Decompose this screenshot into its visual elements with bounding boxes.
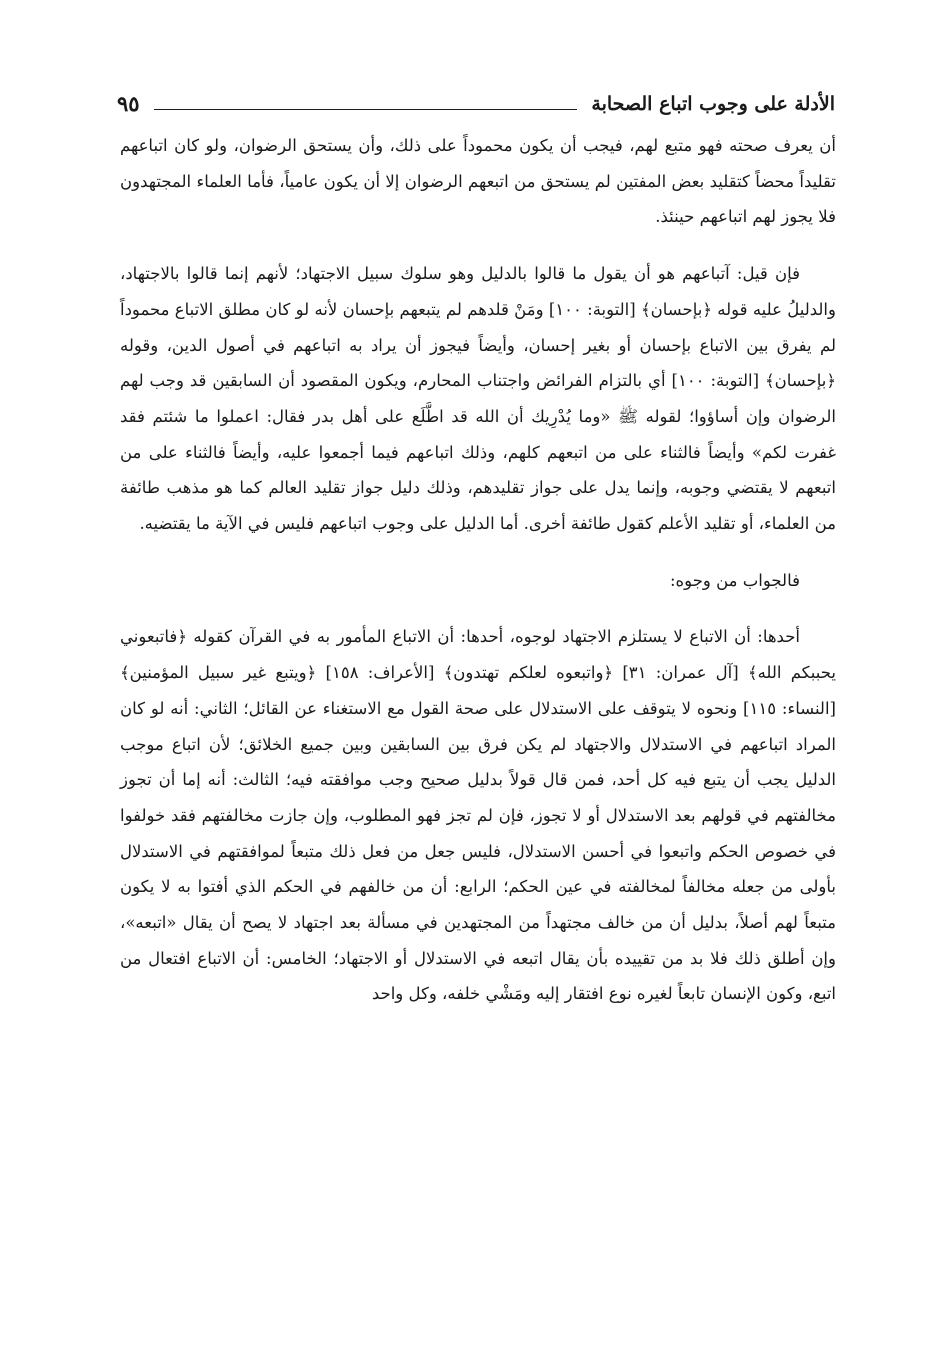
paragraph: فإن قيل: آتباعهم هو أن يقول ما قالوا بالدليل وهو سلوك سبيل الاجتهاد؛ لأنهم إنما قالوا بالاجتهاد، والدليلُ عليه قوله ﴿بإحسان﴾ [التوبة: ١٠٠] ومَنْ قلدهم لم يتبعهم بإحسان لأنه لو كان مطلق الاتباع محموداً لم يفرق بين الاتباع بإحسان أو بغير إحسان، وأيضاً فيجوز أن يراد به اتباعهم في أصول الدين، وقوله ﴿بإحسان﴾ [التوبة: ١٠٠] أي بالتزام الفرائض واجتناب المحارم، ويكون المقصود أن السابقين قد وجب لهم الرضوان وإن أساؤوا؛ لقوله ﷺ «وما يُدْرِيك أن الله قد اطَّلَع على أهل بدر فقال: اعملوا ما شئتم فقد غفرت لكم» وأيضاً فالثناء على من اتبعهم كلهم، وذلك اتباعهم فيما أجمعوا عليه، وأيضاً فالثناء على من اتبعهم لا يقتضي وجوبه، وإنما يدل على جواز تقليدهم، وذلك دليل جواز تقليد العالم كما هو مذهب طائفة من العلماء، أو تقليد الأعلم كقول طائفة أخرى. أما الدليل على وجوب اتباعهم فليس في الآية ما يقتضيه. [120, 264, 837, 534]
header-rule [154, 109, 578, 110]
running-header [117, 80, 835, 118]
body-text [120, 128, 836, 1012]
paragraph: أحدها: أن الاتباع لا يستلزم الاجتهاد لوجوه، أحدها: أن الاتباع المأمور به في القرآن كقوله ﴿فاتبعوني يحببكم الله﴾ [آل عمران: ٣١] ﴿واتبعوه لعلكم تهتدون﴾ [الأعراف: ١٥٨] ﴿ويتبع غير سبيل المؤمنين﴾ [النساء: ١١٥] ونحوه لا يتوقف على الاستدلال على صحة القول مع الاستغناء عن القائل؛ الثاني: أنه لو كان المراد اتباعهم في الاستدلال والاجتهاد لم يكن فرق بين السابقين وبين جميع الخلائق؛ لأن اتباع موجب الدليل يجب أن يتبع فيه كل أحد، فمن قال قولاً بدليل صحيح وجب موافقته فيه؛ الثالث: أنه إما أن تجوز مخالفتهم في قولهم بعد الاستدلال أو لا تجوز، فإن لم تجز فهو المطلوب، وإن جازت مخالفتهم فقد خولفوا في خصوص الحكم واتبعوا في أحسن الاستدلال، فليس جعل من فعل ذلك متبعاً لموافقتهم في الاستدلال بأولى من جعله مخالفاً لمخالفته في عين الحكم؛ الرابع: أن من خالفهم في الحكم الذي أفتوا به لا يكون متبعاً لهم أصلاً، بدليل أن من خالف مجتهداً من المجتهدين في مسألة بعد اجتهاد لا يصح أن يقال «اتبعه»، وإن أطلق ذلك فلا بد من تقييده بأن يقال اتبعه في الاستدلال أو الاجتهاد؛ الخامس: أن الاتباع افتعال من اتبع، وكون الإنسان تابعاً لغيره نوع افتقار إليه ومَشْي خلفه، وكل واحد [120, 627, 837, 1004]
paragraph: أن يعرف صحته فهو متبع لهم، فيجب أن يكون محموداً على ذلك، وأن يستحق الرضوان، ولو كان اتباعهم تقليداً محضاً كتقليد بعض المفتين لم يستحق من اتبعهم الرضوان إلا أن يكون عامياً، فأما العلماء المجتهدون فلا يجوز لهم اتباعهم حينئذ. [120, 136, 836, 227]
paragraph: فالجواب من وجوه: [669, 570, 800, 590]
header-title: الأدلة على وجوب اتباع الصحابة [591, 93, 835, 115]
page-number: ٩٥ [117, 91, 140, 116]
